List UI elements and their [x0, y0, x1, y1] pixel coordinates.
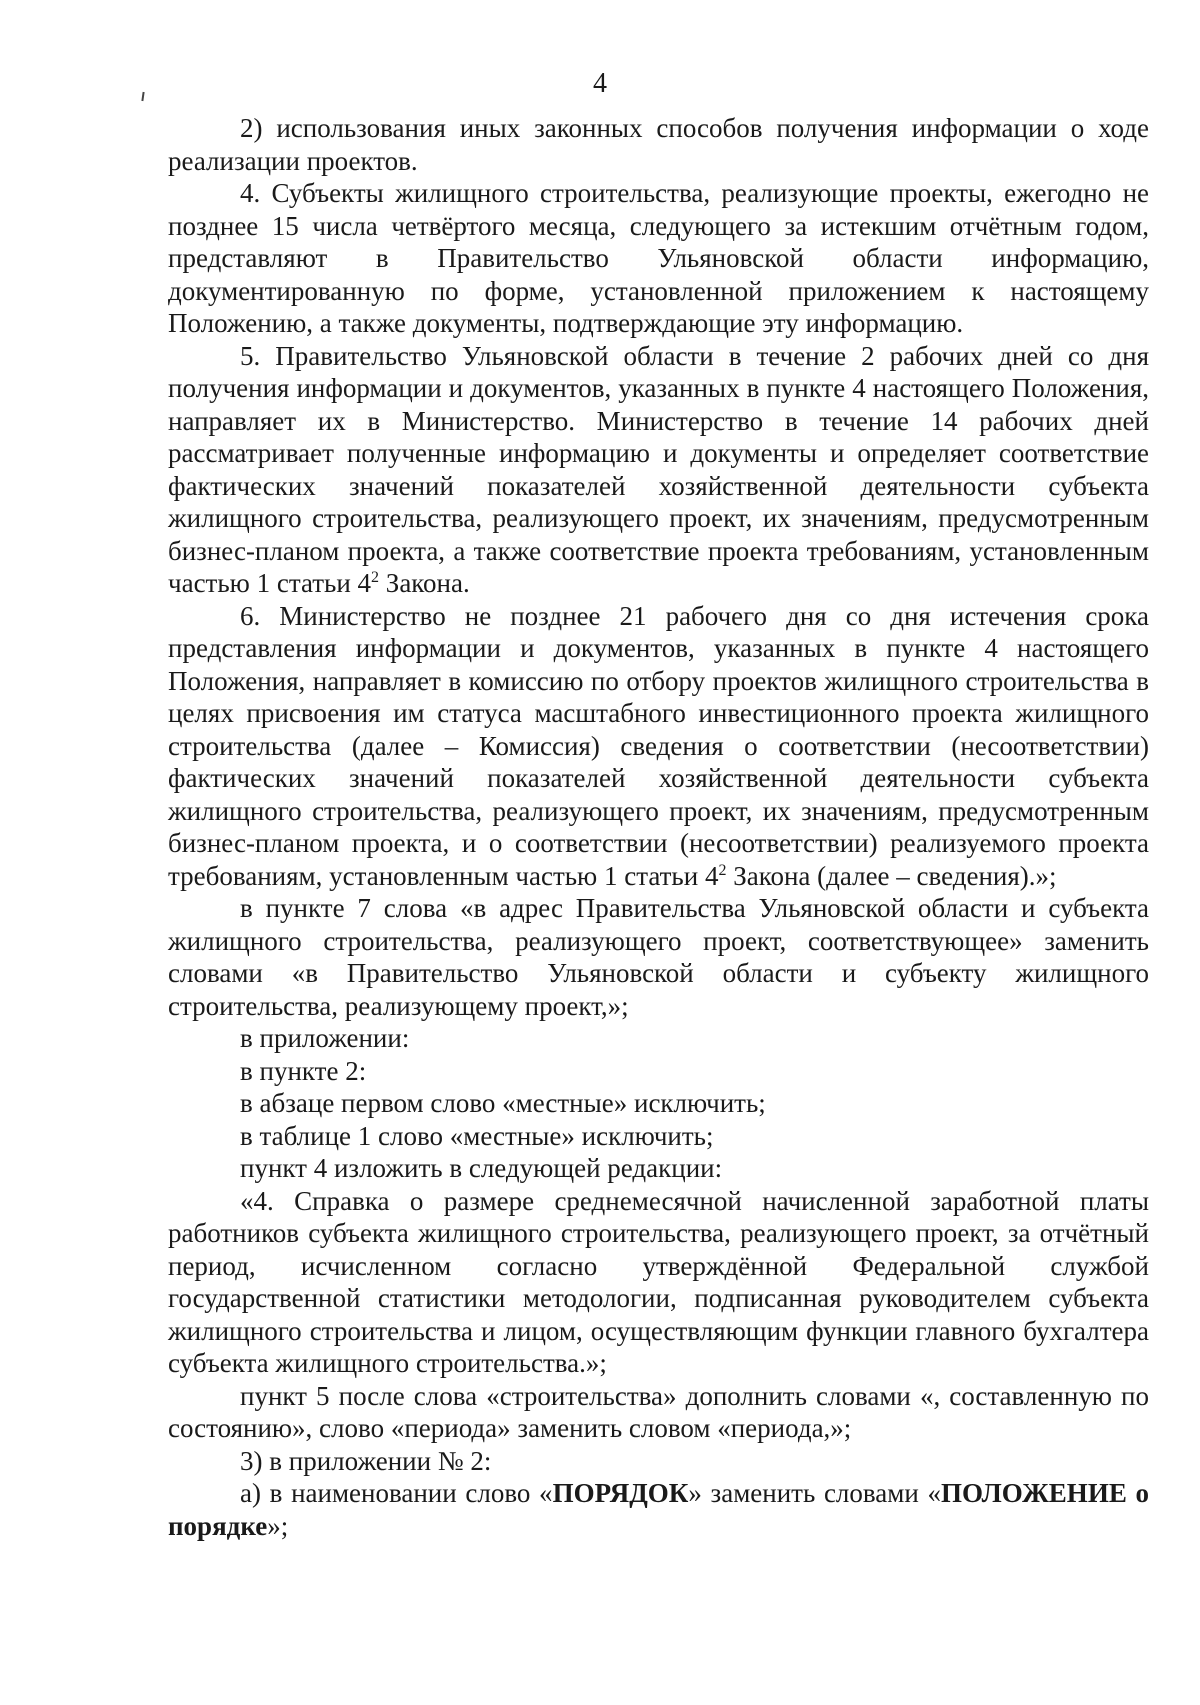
paragraph: в пункте 7 слова «в адрес Правительства Ульяновской области и субъекта жилищного строительства, реализующего проект, соответствующее» заменить словами «в Правительство Ульяновской области и субъекту жилищного строительства, реализующему проект,»;: [168, 893, 1149, 1021]
paragraph: пункт 4 изложить в следующей редакции:: [240, 1153, 723, 1183]
paragraph: [168, 600, 1149, 893]
paragraph: 2) использования иных законных способов получения информации о ходе реализации проектов.: [168, 113, 1149, 176]
paragraph: [168, 340, 1149, 600]
paragraph: в пункте 2:: [240, 1055, 367, 1086]
paragraph: в абзаце первом слово «местные» исключить;: [240, 1088, 766, 1118]
superscript: 2: [371, 569, 380, 586]
paragraph-text: а) в наименовании слово «: [240, 1478, 553, 1508]
paragraph: [168, 1477, 1149, 1542]
paragraph: «4. Справка о размере среднемесячной начисленной заработной платы работников субъекта жилищного строительства, реализующего проект, за отчётный период, исчисленном согласно утверждённой Федеральной службой государственной статистики методологии, подписанная руководителем субъекта жилищного строительства и лицом, осуществляющим функции главного бухгалтера субъекта жилищного строительства.»;: [168, 1185, 1149, 1378]
paragraph-text: Закона.: [379, 568, 470, 598]
paragraph-text: » заменить словами «: [688, 1478, 941, 1508]
paragraph-text: »;: [267, 1510, 289, 1541]
paragraph: пункт 5 после слова «строительства» дополнить словами «, составленную по состоянию», слово «периода» заменить словом «периода,»;: [168, 1380, 1149, 1443]
paragraph-text: 5. Правительство Ульяновской области в течение 2 рабочих дней со дня получения информации и документов, указанных в пункте 4 настоящего Положения, направляет их в Министерство. Министерство в течение 14 рабочих дней рассматривает полученные информацию и документы и определяет соответствие фактических значений показателей хозяйственной деятельности субъекта жилищного строительства, реализующего проект, их значениям, предусмотренным бизнес-планом проекта, а также соответствие проекта требованиям, установленным частью 1 статьи 4: [168, 340, 1149, 598]
paragraph-text: Закона (далее – сведения).»;: [726, 860, 1057, 891]
bold-term: ПОЛОЖЕНИЕ о порядке: [168, 1478, 1149, 1541]
bold-term: ПОРЯДОК: [552, 1478, 689, 1508]
superscript: 2: [718, 861, 727, 879]
document-body: [168, 112, 1149, 1542]
paragraph: в таблице 1 слово «местные» исключить;: [240, 1120, 714, 1151]
paragraph: 3) в приложении № 2:: [240, 1445, 492, 1476]
page-number: 4: [593, 68, 607, 99]
paragraph: в приложении:: [240, 1023, 410, 1053]
paragraph-text: 6. Министерство не позднее 21 рабочего дня со дня истечения срока представления информации и документов, указанных в пункте 4 настоящего Положения, направляет в комиссию по отбору проектов жилищного строительства в целях присвоения им статуса масштабного инвестиционного проекта жилищного строительства (далее – Комиссия) сведения о соответствии (несоответствии) фактических значений показателей хозяйственной деятельности субъекта жилищного строительства, реализующего проект, их значениям, предусмотренным бизнес-планом проекта, и о соответствии (несоответствии) реализуемого проекта требованиям, установленным частью 1 статьи 4: [168, 600, 1149, 891]
paragraph: 4. Субъекты жилищного строительства, реализующие проекты, ежегодно не позднее 15 числа четвёртого месяца, следующего за истекшим отчётным годом, представляют в Правительство Ульяновской области информацию, документированную по форме, установленной приложением к настоящему Положению, а также документы, подтверждающие эту информацию.: [168, 178, 1149, 338]
